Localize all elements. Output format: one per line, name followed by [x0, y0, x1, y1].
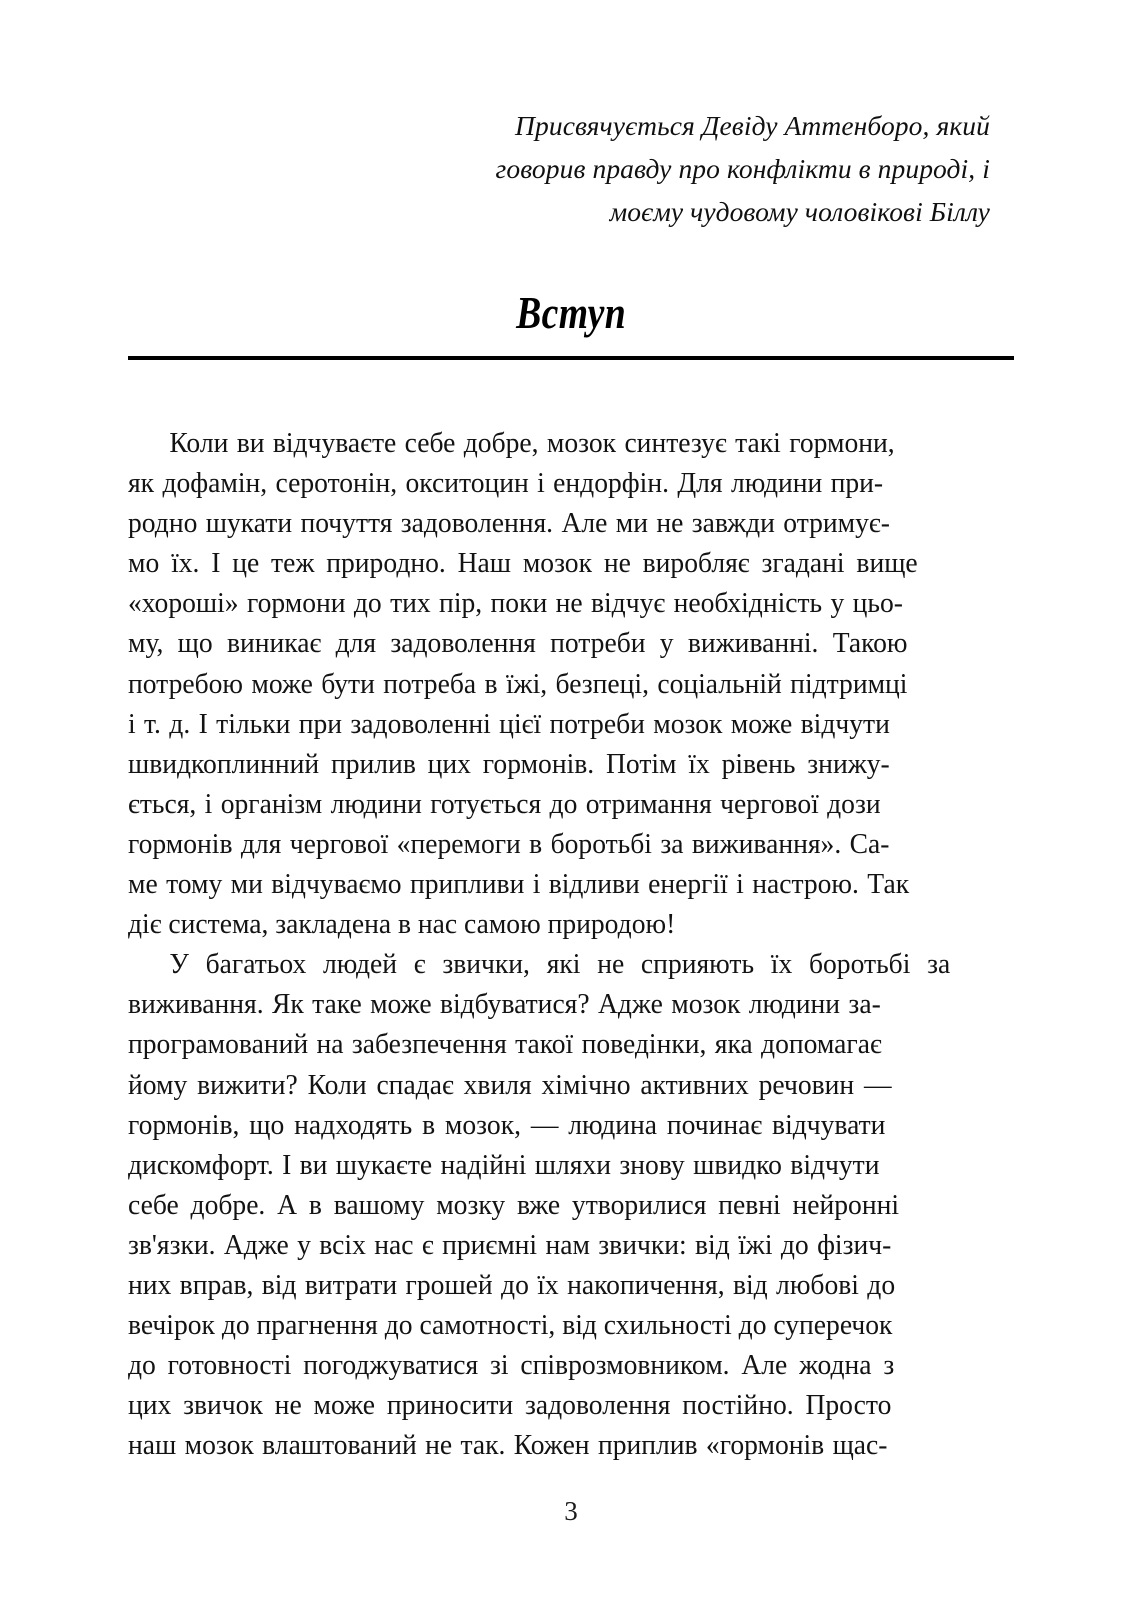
heading-divider-rule [128, 356, 1014, 360]
line-text: У багатьох людей є звички, які не сприяють їх боротьбі за [169, 949, 951, 981]
text-line: гормонів для чергової «перемоги в боротьбі за виживання». Са- [128, 828, 890, 860]
text-line: виживання. Як таке може відбуватися? Адже мозок людини за- [128, 989, 881, 1021]
dedication-line: Присвячується Девіду Аттенборо, який [515, 110, 990, 141]
text-line [128, 945, 1001, 985]
chapter-title: Вступ [515, 287, 627, 338]
text-line: мо їх. І це теж природно. Наш мозок не виробляє згадані вище [128, 548, 918, 580]
paragraph-2 [128, 945, 1014, 1466]
paragraph-1 [128, 424, 1014, 945]
text-line: них вправ, від витрати грошей до їх накопичення, від любові до [128, 1269, 896, 1301]
text-line: гормонів, що надходять в мозок, — людина починає відчувати [128, 1109, 886, 1141]
text-line: йому вижити? Коли спадає хвиля хімічно активних речовин — [128, 1069, 892, 1101]
line-text: Коли ви відчуваєте себе добре, мозок синтезує такі гормони, [169, 428, 895, 459]
text-line: зв'язки. Адже у всіх нас є приємні нам звички: від їжі до фізич- [128, 1229, 892, 1261]
chapter-heading [128, 287, 1014, 339]
text-line: родно шукати почуття задоволення. Але ми не завжди отримує- [128, 508, 890, 540]
text-line: ється, і організм людини готується до отримання чергової дози [128, 788, 881, 820]
text-line: потребою може бути потреба в їжі, безпеці, соціальній підтримці [128, 668, 908, 700]
text-line: «хороші» гормони до тих пір, поки не відчує необхідність у цьо- [128, 588, 903, 620]
text-line: дискомфорт. І ви шукаєте надійні шляхи знову швидко відчути [128, 1149, 880, 1181]
page-number: 3 [564, 1496, 578, 1526]
text-line: і т. д. І тільки при задоволенні цієї потреби мозок може відчути [128, 708, 890, 740]
dedication-block [420, 104, 990, 233]
text-line [128, 424, 1001, 464]
text-line: цих звичок не може приносити задоволення постійно. Просто [128, 1390, 892, 1422]
dedication-line: говорив правду про конфлікти в природі, і [495, 153, 990, 184]
dedication-line: моєму чудовому чоловікові Біллу [609, 196, 990, 227]
text-line: себе добре. А в вашому мозку вже утворилися певні нейронні [128, 1189, 900, 1221]
body-text [128, 424, 1014, 1466]
text-line: наш мозок влаштований не так. Кожен приплив «гормонів щас- [128, 1430, 888, 1462]
text-line: діє система, закладена в нас самою природою! [128, 909, 676, 941]
text-line: програмований на забезпечення такої поведінки, яка допомагає [128, 1029, 882, 1061]
text-line: до готовності погоджуватися зі співрозмовником. Але жодна з [128, 1350, 895, 1382]
text-line: швидкоплинний прилив цих гормонів. Потім їх рівень знижу- [128, 748, 890, 780]
text-line: ме тому ми відчуваємо припливи і відливи енергії і настрою. Так [128, 869, 910, 901]
text-line: як дофамін, серотонін, окситоцин і ендорфін. Для людини при- [128, 468, 884, 500]
text-line: вечірок до прагнення до самотності, від схильності до суперечок [128, 1310, 893, 1342]
text-line: му, що виникає для задоволення потреби у виживанні. Такою [128, 628, 908, 660]
